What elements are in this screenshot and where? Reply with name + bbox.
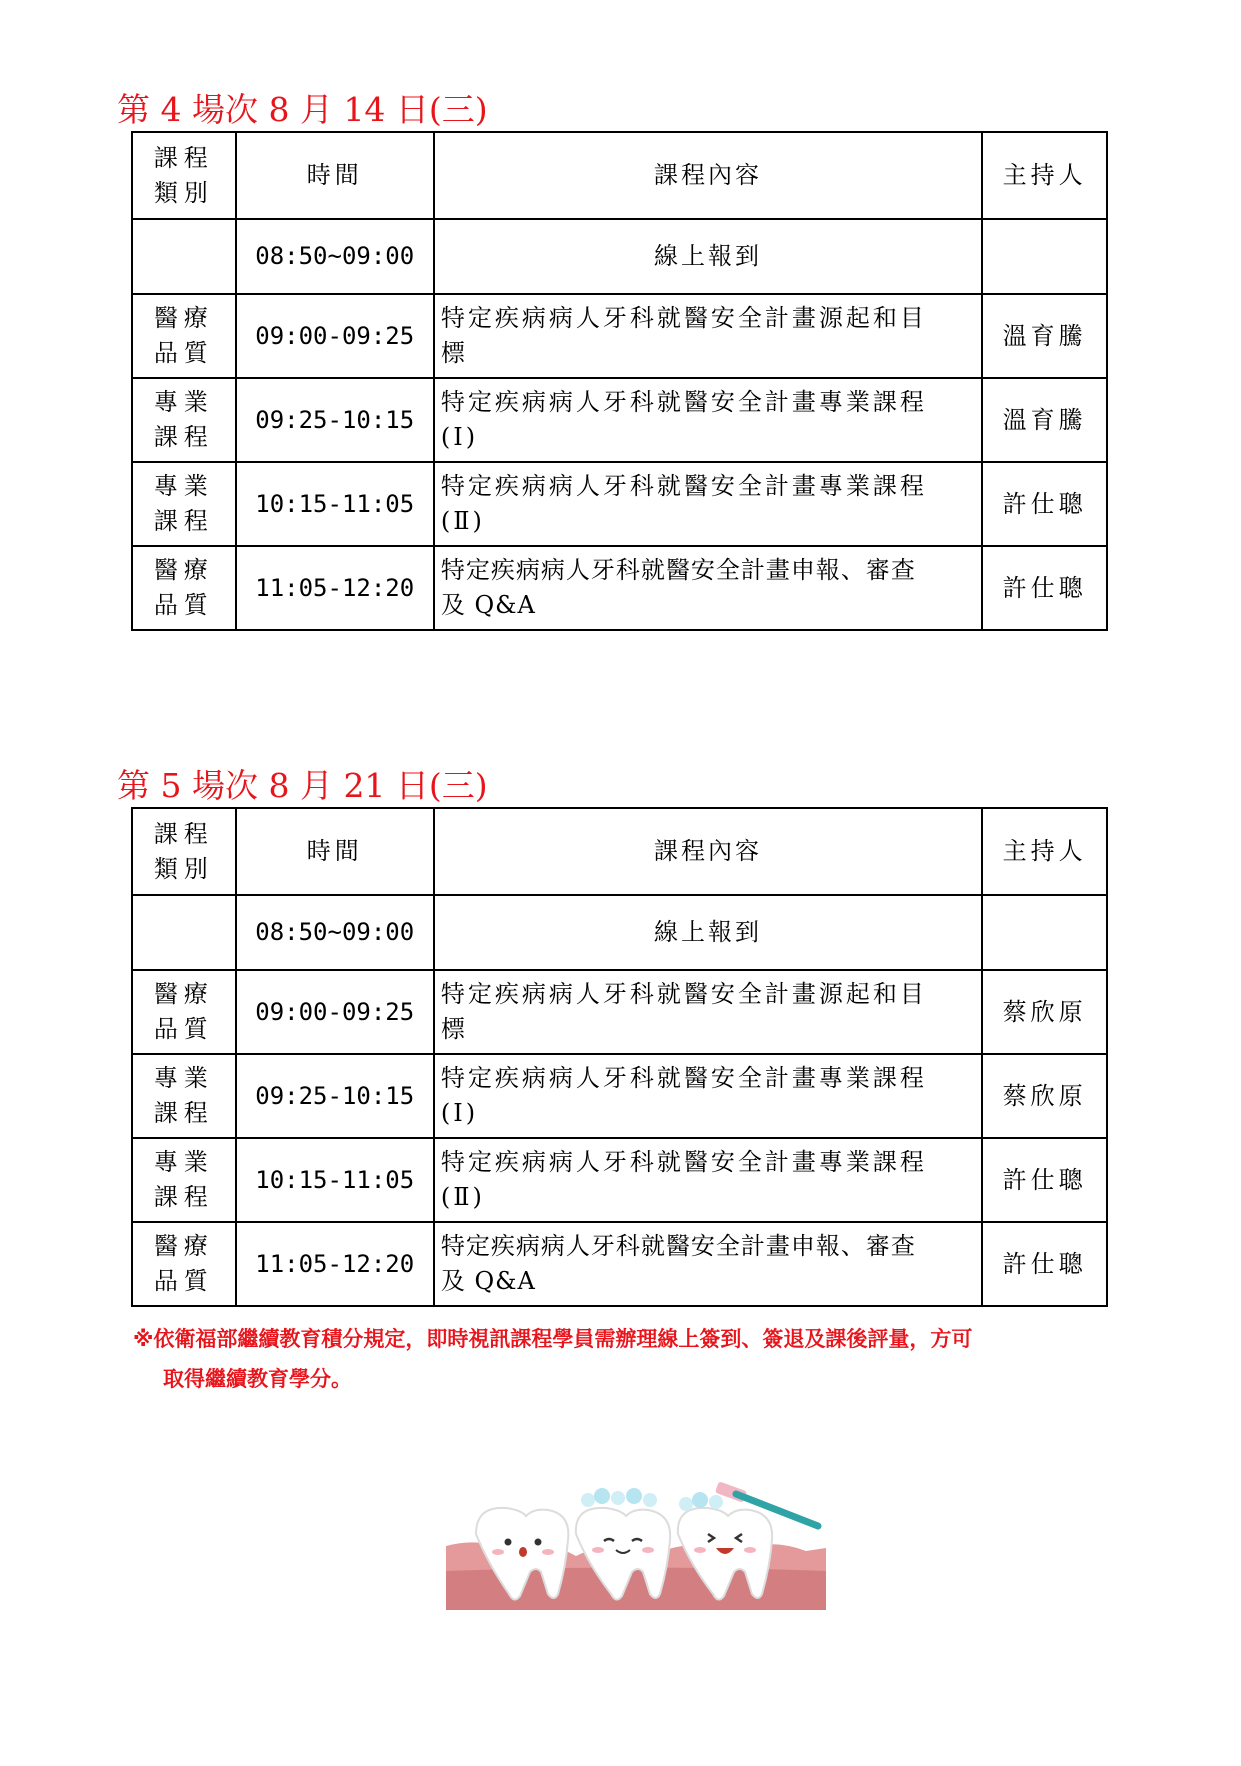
registration-time: 08:50~09:00	[236, 895, 434, 970]
row-category: 醫療 品質	[132, 546, 236, 630]
row-time: 10:15-11:05	[236, 1138, 434, 1222]
credit-note-line-1: ※依衛福部繼續教育積分規定，即時視訊課程學員需辦理線上簽到、簽退及課後評量，方可	[133, 1327, 973, 1351]
header-content: 課程內容	[434, 808, 982, 895]
registration-content: 線上報到	[434, 895, 982, 970]
row-time: 09:25-10:15	[236, 378, 434, 462]
credit-note	[133, 1319, 1133, 1399]
registration-host	[982, 895, 1107, 970]
row-content: 特定疾病病人牙科就醫安全計畫申報、審查 及 Q&A	[434, 1222, 982, 1306]
row-host: 許仕聰	[982, 546, 1107, 630]
row-category: 專業 課程	[132, 1138, 236, 1222]
row-time: 09:25-10:15	[236, 1054, 434, 1138]
registration-category	[132, 219, 236, 294]
table-row	[132, 1054, 1107, 1138]
row-host: 許仕聰	[982, 1222, 1107, 1306]
row-category: 醫療 品質	[132, 970, 236, 1054]
header-time: 時間	[236, 132, 434, 219]
row-category: 醫療 品質	[132, 1222, 236, 1306]
row-host: 溫育騰	[982, 294, 1107, 378]
row-time: 11:05-12:20	[236, 546, 434, 630]
registration-host	[982, 219, 1107, 294]
table-header-row	[132, 132, 1107, 219]
session-5-table	[131, 807, 1108, 1307]
row-time: 11:05-12:20	[236, 1222, 434, 1306]
row-category: 醫療 品質	[132, 294, 236, 378]
row-host: 許仕聰	[982, 462, 1107, 546]
table-row	[132, 970, 1107, 1054]
row-time: 09:00-09:25	[236, 970, 434, 1054]
row-content: 特定疾病病人牙科就醫安全計畫源起和目 標	[434, 970, 982, 1054]
table-row	[132, 294, 1107, 378]
header-time: 時間	[236, 808, 434, 895]
table-row	[132, 462, 1107, 546]
table-row	[132, 1138, 1107, 1222]
header-host: 主持人	[982, 808, 1107, 895]
session-4-title: 第 4 場次 8 月 14 日(三)	[117, 90, 488, 129]
row-host: 溫育騰	[982, 378, 1107, 462]
row-content: 特定疾病病人牙科就醫安全計畫專業課程 (Ⅰ)	[434, 378, 982, 462]
row-time: 10:15-11:05	[236, 462, 434, 546]
session-5-title: 第 5 場次 8 月 21 日(三)	[117, 766, 488, 805]
row-category: 專業 課程	[132, 378, 236, 462]
session-4-table	[131, 131, 1108, 631]
table-row	[132, 546, 1107, 630]
row-host: 蔡欣原	[982, 1054, 1107, 1138]
row-content: 特定疾病病人牙科就醫安全計畫申報、審查 及 Q&A	[434, 546, 982, 630]
registration-row	[132, 219, 1107, 294]
header-host: 主持人	[982, 132, 1107, 219]
registration-category	[132, 895, 236, 970]
header-category: 課程 類別	[132, 808, 236, 895]
registration-time: 08:50~09:00	[236, 219, 434, 294]
credit-note-line-2: 取得繼續教育學分。	[163, 1367, 352, 1391]
table-row	[132, 378, 1107, 462]
registration-row	[132, 895, 1107, 970]
table-header-row	[132, 808, 1107, 895]
row-category: 專業 課程	[132, 462, 236, 546]
row-content: 特定疾病病人牙科就醫安全計畫專業課程 (Ⅰ)	[434, 1054, 982, 1138]
header-category: 課程 類別	[132, 132, 236, 219]
row-content: 特定疾病病人牙科就醫安全計畫源起和目 標	[434, 294, 982, 378]
row-host: 蔡欣原	[982, 970, 1107, 1054]
row-time: 09:00-09:25	[236, 294, 434, 378]
row-host: 許仕聰	[982, 1138, 1107, 1222]
header-content: 課程內容	[434, 132, 982, 219]
row-content: 特定疾病病人牙科就醫安全計畫專業課程 (Ⅱ)	[434, 462, 982, 546]
row-category: 專業 課程	[132, 1054, 236, 1138]
teeth-illustration	[446, 1476, 826, 1610]
table-row	[132, 1222, 1107, 1306]
row-content: 特定疾病病人牙科就醫安全計畫專業課程 (Ⅱ)	[434, 1138, 982, 1222]
registration-content: 線上報到	[434, 219, 982, 294]
